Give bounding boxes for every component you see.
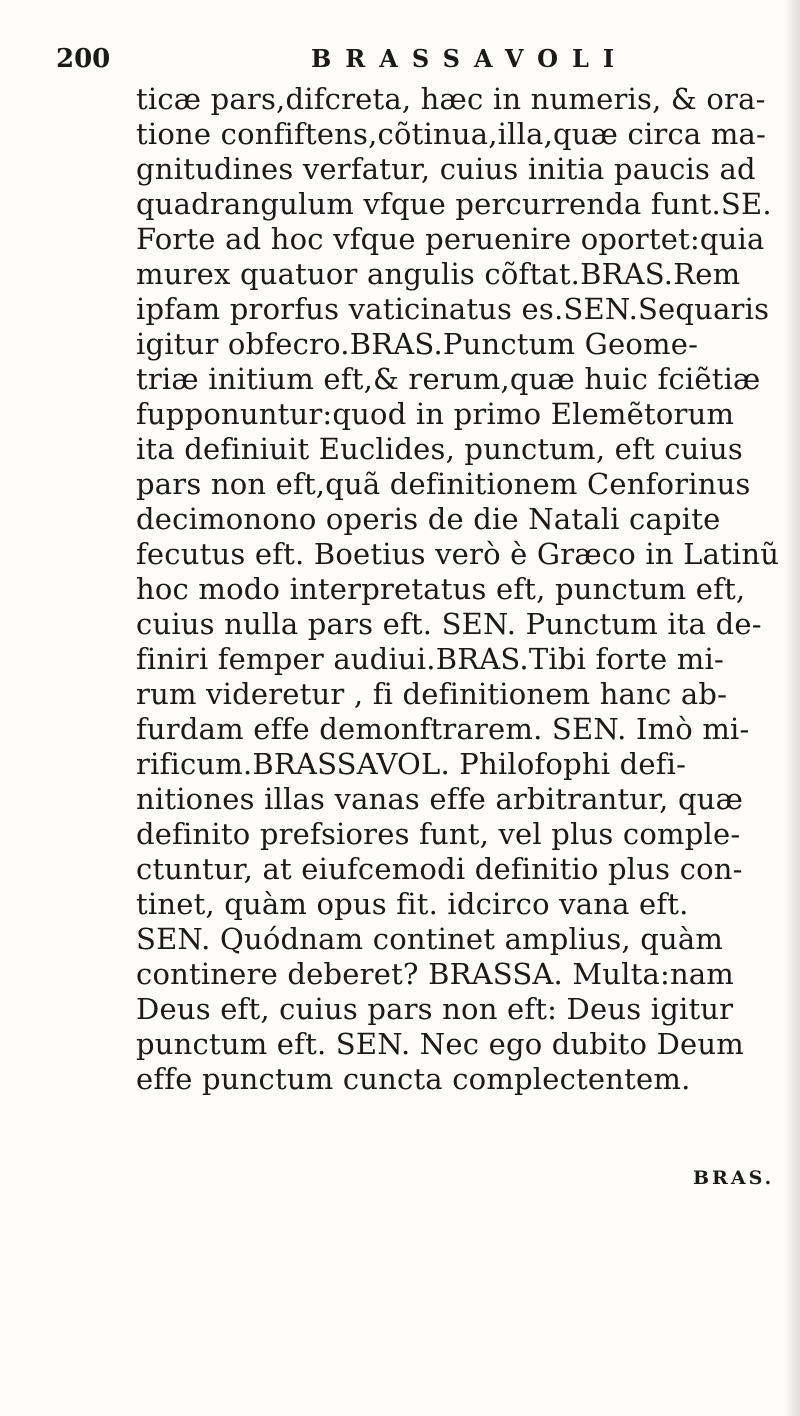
text-line: ita definiuit Euclides, punctum, eft cuius (136, 432, 743, 466)
text-line: decimonono operis de die Natali capite (136, 502, 721, 536)
text-line: finiri femper audiui.BRAS.Tibi forte mi- (136, 642, 724, 676)
text-line: ticæ pars,difcreta, hæc in numeris, & ora- (136, 82, 766, 116)
text-line: rificum.BRASSAVOL. Philofophi defi- (136, 747, 687, 781)
page-header (56, 44, 736, 84)
text-line: triæ initium eft,& rerum,quæ huic fciẽtiæ (136, 362, 761, 396)
text-line: cuius nulla pars eft. SEN. Punctum ita de- (136, 607, 762, 641)
text-line: definito prefsiores funt, vel plus comple- (136, 817, 741, 851)
page-number: 200 (56, 44, 111, 74)
text-line: ctuntur, at eiufcemodi definitio plus con- (136, 852, 743, 886)
running-head: BRASSAVOLI (311, 44, 629, 73)
text-line: continere deberet? BRASSA. Multa:nam (136, 957, 735, 991)
text-line: igitur obfecro.BRAS.Punctum Geome- (136, 327, 699, 361)
page-edge-shadow (784, 0, 800, 1416)
text-line: punctum eft. SEN. Nec ego dubito Deum (136, 1027, 744, 1061)
text-line: pars non eft,quã definitionem Cenforinus (136, 467, 751, 501)
text-line: furdam effe demonftrarem. SEN. Imò mi- (136, 712, 750, 746)
text-line: murex quatuor angulis cõftat.BRAS.Rem (136, 257, 741, 291)
text-line: hoc modo interpretatus eft, punctum eft, (136, 572, 746, 606)
text-line: SEN. Quódnam continet amplius, quàm (136, 922, 724, 956)
text-line: Forte ad hoc vfque peruenire oportet:quia (136, 222, 765, 256)
text-line: ipfam prorfus vaticinatus es.SEN.Sequaris (136, 292, 770, 326)
text-line: tinet, quàm opus fit. idcirco vana eft. (136, 887, 689, 921)
text-line: Deus eft, cuius pars non eft: Deus igitur (136, 992, 734, 1026)
text-line: fecutus eft. Boetius verò è Græco in Latinũ (136, 537, 780, 571)
text-line: nitiones illas vanas effe arbitrantur, quæ (136, 782, 744, 816)
text-line: quadrangulum vfque percurrenda funt.SE. (136, 187, 772, 221)
text-line: effe punctum cuncta complectentem. (136, 1062, 691, 1096)
text-line: rum videretur , fi definitionem hanc ab- (136, 677, 728, 711)
text-line: fupponuntur:quod in primo Elemẽtorum (136, 397, 735, 431)
text-line: tione confiftens,cõtinua,illa,quæ circa ma- (136, 117, 767, 151)
body-text (136, 82, 780, 1097)
catchword: BRAS. (693, 1167, 775, 1189)
text-line: gnitudines verfatur, cuius initia paucis ad (136, 152, 756, 186)
